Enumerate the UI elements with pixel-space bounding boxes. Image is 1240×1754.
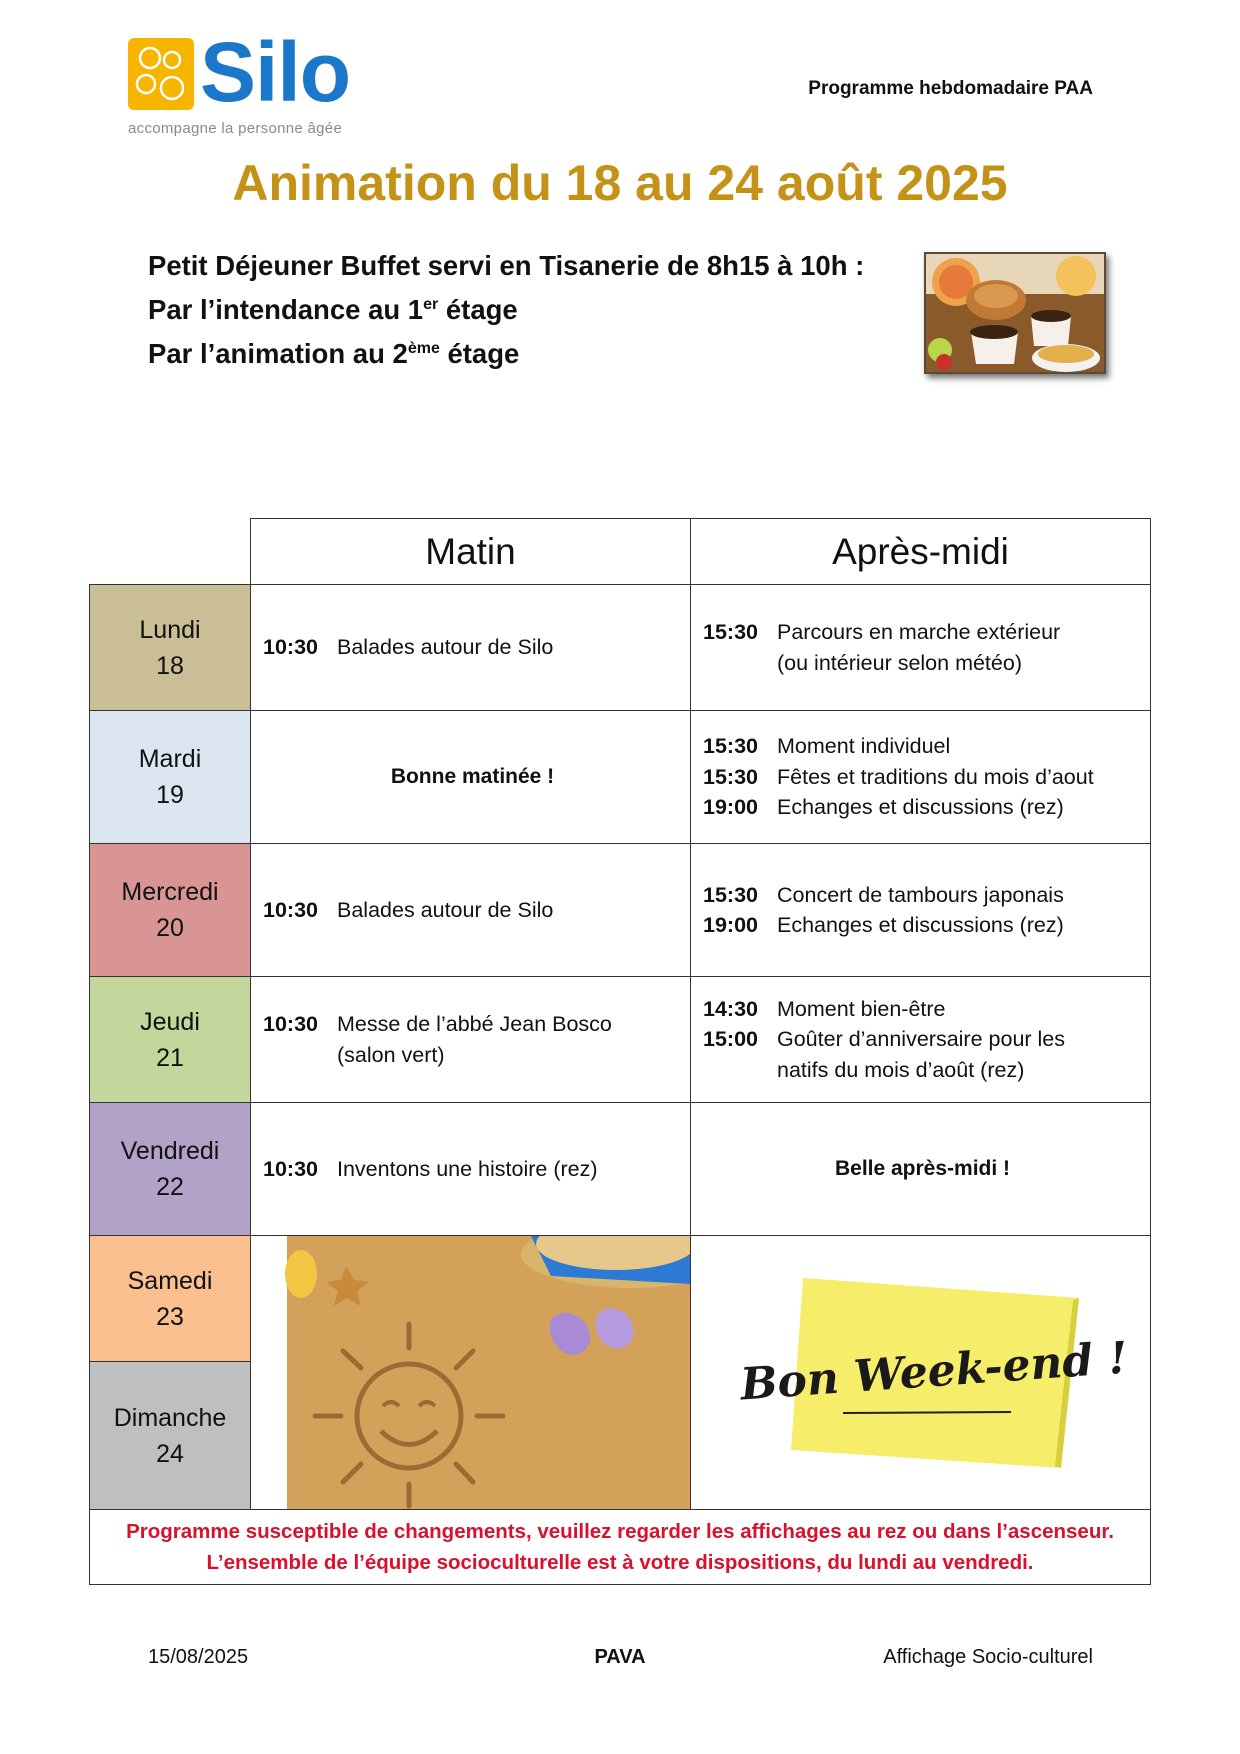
- morning-cell: 10:30 Inventons une histoire (rez): [251, 1103, 691, 1236]
- afternoon-cell: 15:30 Parcours en marche extérieur (ou intérieur selon météo): [691, 585, 1151, 711]
- table-row: [90, 585, 1151, 711]
- day-cell-mardi: Mardi 19: [90, 711, 251, 844]
- table-header-row: [90, 519, 1151, 585]
- day-cell-lundi: Lundi 18: [90, 585, 251, 711]
- table-row: [90, 844, 1151, 977]
- footer-center: PAVA: [594, 1646, 646, 1668]
- table-corner: [90, 519, 251, 585]
- day-cell-vendredi: Vendredi 22: [90, 1103, 251, 1236]
- afternoon-cell: 15:30 Moment individuel 15:30 Fêtes et traditions du mois d’aout 19:00 Echanges et discussions (rez): [691, 711, 1151, 844]
- table-row: [90, 977, 1151, 1103]
- breakfast-line-2: Par l’intendance au 1er étage: [148, 294, 518, 325]
- breakfast-line-3: Par l’animation au 2ème étage: [148, 338, 520, 369]
- day-cell-samedi: Samedi 23: [90, 1236, 251, 1362]
- page-title: Animation du 18 au 24 août 2025: [232, 155, 1008, 211]
- logo-tagline: accompagne la personne âgée: [128, 120, 343, 137]
- breakfast-info: [148, 244, 864, 376]
- day-cell-jeudi: Jeudi 21: [90, 977, 251, 1103]
- table-row: [90, 1103, 1151, 1236]
- afternoon-cell: 14:30 Moment bien-être 15:00 Goûter d’anniversaire pour les natifs du mois d’août (rez): [691, 977, 1151, 1103]
- weekend-note-text: Bon Week-end !: [738, 1332, 1130, 1411]
- breakfast-photo: [924, 252, 1106, 374]
- day-cell-dimanche: Dimanche 24: [90, 1362, 251, 1510]
- column-header-morning: Matin: [251, 519, 691, 585]
- breakfast-line-1: Petit Déjeuner Buffet servi en Tisanerie de 8h15 à 10h :: [148, 250, 865, 281]
- table-row: [90, 711, 1151, 844]
- silo-logo-mark-icon: [128, 38, 194, 110]
- schedule-table: [89, 518, 1151, 1585]
- morning-cell: 10:30 Balades autour de Silo: [251, 585, 691, 711]
- change-notice: Programme susceptible de changements, veuillez regarder les affichages au rez ou dans l’ascenseur. L’ensemble de l’équipe socioculturelle est à votre dispositions, du lundi au vendredi.: [90, 1510, 1151, 1585]
- weekend-sticky-note: [691, 1236, 1150, 1509]
- logo-word: Silo: [200, 25, 351, 119]
- beach-picture-cell: [251, 1236, 691, 1510]
- morning-note: Bonne matinée !: [251, 711, 691, 844]
- notice-row: [90, 1510, 1151, 1585]
- day-cell-mercredi: Mercredi 20: [90, 844, 251, 977]
- table-row: [90, 1236, 1151, 1362]
- afternoon-note: Belle après-midi !: [691, 1103, 1151, 1236]
- morning-cell: 10:30 Messe de l’abbé Jean Bosco (salon vert): [251, 977, 691, 1103]
- footer-date: 15/08/2025: [148, 1646, 249, 1668]
- weekly-program-label: Programme hebdomadaire PAA: [808, 78, 1093, 99]
- weekend-note-cell: [691, 1236, 1151, 1510]
- morning-cell: 10:30 Balades autour de Silo: [251, 844, 691, 977]
- column-header-afternoon: Après-midi: [691, 519, 1151, 585]
- afternoon-cell: 15:30 Concert de tambours japonais 19:00 Echanges et discussions (rez): [691, 844, 1151, 977]
- beach-sun-picture: [251, 1236, 690, 1509]
- footer-right: Affichage Socio-culturel: [883, 1646, 1093, 1668]
- silo-logo: [128, 25, 388, 143]
